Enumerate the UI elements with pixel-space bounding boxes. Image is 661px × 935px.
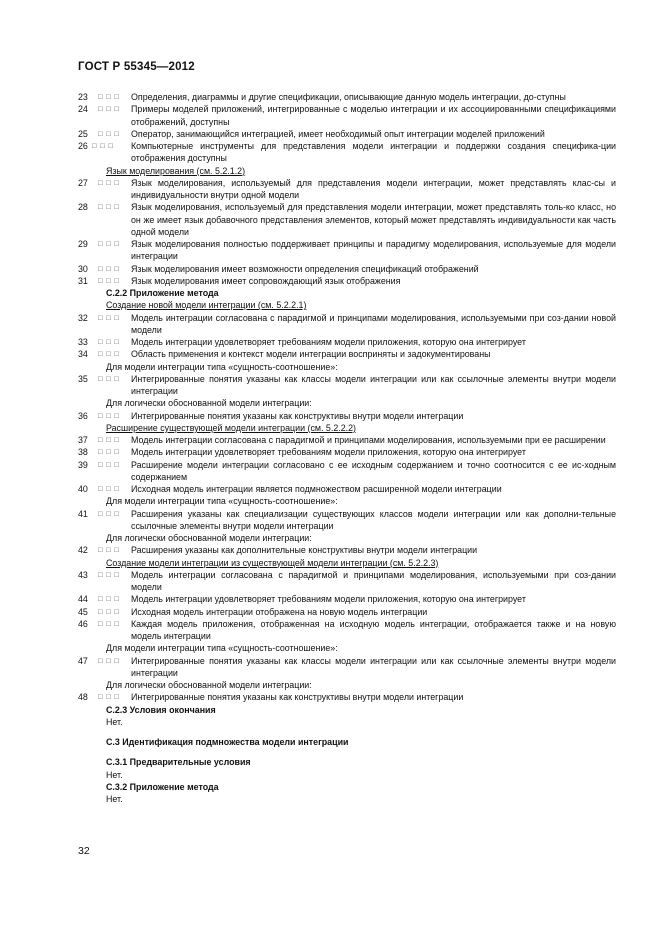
item-text: Расширения указаны как дополнительные конструктивы внутри модели интеграции: [131, 545, 478, 556]
checklist-item: [78, 373, 616, 398]
note-text: [78, 679, 616, 691]
checklist-item: [78, 483, 616, 495]
item-text: Язык моделирования имеет сопровождающий язык отображения: [131, 275, 401, 286]
checkbox-squares: □ □ □: [98, 410, 120, 420]
item-number: 38: [78, 447, 88, 458]
checkbox-squares: □ □ □: [98, 177, 120, 187]
line-text: Расширение существующей модели интеграции (см. 5.2.2.2): [106, 422, 357, 433]
item-text: Модель интеграции удовлетворяет требованиям модели приложения, которую она интегрирует: [131, 594, 526, 605]
item-text: Компьютерные инструменты для представления модели интеграции и поддержки создания специфика-ции отображения доступны: [131, 141, 616, 164]
section-heading: [78, 736, 616, 748]
checkbox-squares: □ □ □: [98, 312, 120, 322]
checklist-item: [78, 201, 616, 238]
section-heading: [78, 781, 616, 793]
item-text: Интегрированные понятия указаны как конструктивы внутри модели интеграции: [131, 692, 464, 703]
item-text: Язык моделирования, используемый для представления модели интеграции, может представлять толь-ко класс, но он же имеет язык добавочного представления элементов, который может представлять индивидуальности как часть одной модели: [131, 202, 616, 237]
checklist-item: [78, 410, 616, 422]
item-number: 30: [78, 263, 88, 274]
checkbox-squares: □ □ □: [98, 435, 120, 444]
page-header: ГОСТ Р 55345—2012: [78, 61, 195, 73]
note-text: [78, 642, 616, 654]
note-text: [78, 716, 616, 728]
checklist-item: [78, 691, 616, 703]
line-text: С.2.3 Условия окончания: [106, 704, 216, 715]
item-text: Интегрированные понятия указаны как конструктивы внутри модели интеграции: [131, 410, 464, 421]
item-text: Модель интеграции удовлетворяет требованиям модели приложения, которую она интегрирует: [131, 447, 526, 458]
item-text: Язык моделирования имеет возможности определения спецификаций отображений: [131, 263, 479, 274]
section-heading: [78, 287, 616, 299]
spacer: [78, 748, 616, 756]
item-text: Интегрированные понятия указаны как классы модели интеграции или как ссылочные элементы внутри модели интеграции: [131, 655, 616, 678]
document-body: [78, 91, 616, 805]
item-text: Исходная модель интеграции отображена на новую модель интеграции: [131, 606, 428, 617]
checkbox-squares: □ □ □: [98, 92, 120, 101]
checkbox-squares: □ □ □: [98, 104, 120, 114]
line-text: Для логически обоснованной модели интеграции:: [106, 680, 312, 690]
item-number: 37: [78, 435, 88, 445]
page-number: 32: [78, 845, 90, 857]
line-text: Для модели интеграции типа «сущность-соотношение»:: [106, 496, 338, 507]
item-number: 34: [78, 349, 88, 360]
checkbox-squares: □ □ □: [98, 128, 120, 138]
item-number: 31: [78, 275, 88, 286]
item-number: 28: [78, 202, 88, 213]
subsection-title: [78, 165, 616, 177]
item-text: Оператор, занимающийся интеграцией, имеет необходимый опыт интеграции моделей приложений: [131, 128, 545, 139]
line-text: С.3.2 Приложение метода: [106, 781, 219, 792]
section-heading: [78, 704, 616, 716]
item-text: Каждая модель приложения, отображенная на исходную модель интеграции, отображается также и на новую модель интеграции: [131, 618, 616, 641]
item-number: 23: [78, 92, 88, 102]
note-text: [78, 769, 616, 781]
checklist-item: [78, 312, 616, 337]
checklist-item: [78, 508, 616, 533]
item-text: Определения, диаграммы и другие спецификации, описывающие данную модель интеграции, до-ступны: [131, 92, 566, 102]
checkbox-squares: □ □ □: [98, 618, 120, 628]
spacer: [78, 728, 616, 736]
item-number: 42: [78, 545, 88, 556]
item-number: 41: [78, 508, 88, 519]
item-text: Язык моделирования полностью поддерживает принципы и парадигму моделирования, используемые для модели интеграции: [131, 239, 616, 262]
line-text: Язык моделирования (см. 5.2.1.2): [106, 165, 246, 176]
checklist-item: [78, 655, 616, 680]
line-text: С.3 Идентификация подмножества модели интеграции: [106, 737, 349, 747]
item-number: 36: [78, 410, 88, 421]
item-text: Модель интеграции согласована с парадигмой и принципами моделирования, используемыми при соз-дании новой модели: [131, 312, 616, 335]
checklist-item: [78, 569, 616, 594]
item-text: Примеры моделей приложений, интегрированные с моделью интеграции и их ассоциированными спецификациями отображений, доступны: [131, 104, 616, 127]
checklist-item: [78, 593, 616, 605]
checkbox-squares: □ □ □: [98, 337, 120, 346]
checklist-item: [78, 606, 616, 618]
item-text: Исходная модель интеграции является подмножеством расширенной модели интеграции: [131, 484, 502, 494]
line-text: Создание модели интеграции из существующей модели интеграции (см. 5.2.2.3): [106, 557, 439, 568]
item-number: 45: [78, 606, 88, 617]
item-text: Область применения и контекст модели интеграции восприняты и задокументированы: [131, 349, 491, 360]
subsection-title: [78, 299, 616, 311]
checklist-item: [78, 91, 616, 103]
item-number: 47: [78, 655, 88, 666]
item-number: 48: [78, 692, 88, 703]
checklist-item: [78, 434, 616, 446]
checkbox-squares: □ □ □: [98, 508, 120, 518]
item-number: 27: [78, 177, 88, 188]
line-text: Создание новой модели интеграции (см. 5.2.2.1): [106, 300, 307, 311]
line-text: Нет.: [106, 716, 123, 727]
checkbox-squares: □ □ □: [92, 141, 114, 150]
checklist-item: [78, 618, 616, 643]
item-number: 24: [78, 104, 88, 115]
item-text: Модель интеграции согласована с парадигмой и принципами моделирования, используемыми при ее расширении: [131, 435, 606, 445]
checkbox-squares: □ □ □: [98, 606, 120, 616]
subsection-title: [78, 557, 616, 569]
checkbox-squares: □ □ □: [98, 655, 120, 665]
note-text: [78, 397, 616, 409]
line-text: Нет.: [106, 794, 123, 804]
checkbox-squares: □ □ □: [98, 239, 120, 248]
line-text: С.2.2 Приложение метода: [106, 288, 219, 298]
checklist-item: [78, 459, 616, 484]
item-text: Модель интеграции удовлетворяет требованиям модели приложения, которую она интегрирует: [131, 337, 526, 347]
item-text: Расширения указаны как специализации существующих классов модели интеграции или как дополни-тельные ссылочные элементы внутри модели интеграции: [131, 508, 616, 531]
item-number: 35: [78, 373, 88, 384]
section-heading: [78, 756, 616, 768]
item-text: Расширение модели интеграции согласовано с ее исходным содержанием и точно соотносится с ее ис-ходным содержанием: [131, 459, 616, 482]
line-text: Для логически обоснованной модели интеграции:: [106, 533, 312, 543]
checkbox-squares: □ □ □: [98, 447, 120, 457]
note-text: [78, 495, 616, 507]
line-text: Нет.: [106, 769, 123, 780]
item-number: 44: [78, 594, 88, 605]
item-text: Модель интеграции согласована с парадигмой и принципами моделирования, используемыми при соз-дании модели: [131, 569, 616, 592]
item-number: 25: [78, 128, 88, 139]
checklist-item: [78, 446, 616, 458]
checkbox-squares: □ □ □: [98, 202, 120, 212]
line-text: С.3.1 Предварительные условия: [106, 757, 251, 768]
item-number: 32: [78, 312, 88, 323]
checkbox-squares: □ □ □: [98, 373, 120, 383]
checkbox-squares: □ □ □: [98, 594, 120, 604]
checkbox-squares: □ □ □: [98, 349, 120, 359]
checkbox-squares: □ □ □: [98, 692, 120, 702]
checklist-item: [78, 348, 616, 360]
checkbox-squares: □ □ □: [98, 545, 120, 555]
item-number: 46: [78, 618, 88, 629]
note-text: [78, 361, 616, 373]
line-text: Для модели интеграции типа «сущность-соотношение»:: [106, 361, 338, 372]
checkbox-squares: □ □ □: [98, 484, 120, 493]
item-number: 33: [78, 337, 88, 347]
subsection-title: [78, 422, 616, 434]
checklist-item: [78, 177, 616, 202]
item-number: 43: [78, 569, 88, 580]
item-text: Интегрированные понятия указаны как классы модели интеграции или как ссылочные элементы внутри модели интеграции: [131, 373, 616, 396]
note-text: [78, 532, 616, 544]
checkbox-squares: □ □ □: [98, 459, 120, 469]
item-number: 29: [78, 239, 88, 249]
note-text: [78, 793, 616, 805]
item-number: 39: [78, 459, 88, 470]
item-number: 40: [78, 484, 88, 494]
checkbox-squares: □ □ □: [98, 263, 120, 273]
checklist-item: [78, 263, 616, 275]
checklist-item: [78, 275, 616, 287]
item-number: 26: [78, 141, 88, 151]
line-text: Для логически обоснованной модели интеграции:: [106, 398, 312, 409]
item-text: Язык моделирования, используемый для представления модели интеграции, может представлять клас-сы и индивидуальности внутри одной модели: [131, 177, 616, 200]
checkbox-squares: □ □ □: [98, 275, 120, 285]
checklist-item: [78, 238, 616, 263]
checklist-item: [78, 140, 616, 165]
checklist-item: [78, 544, 616, 556]
line-text: Для модели интеграции типа «сущность-соотношение»:: [106, 643, 338, 654]
checklist-item: [78, 336, 616, 348]
checklist-item: [78, 128, 616, 140]
checkbox-squares: □ □ □: [98, 569, 120, 579]
checklist-item: [78, 103, 616, 128]
